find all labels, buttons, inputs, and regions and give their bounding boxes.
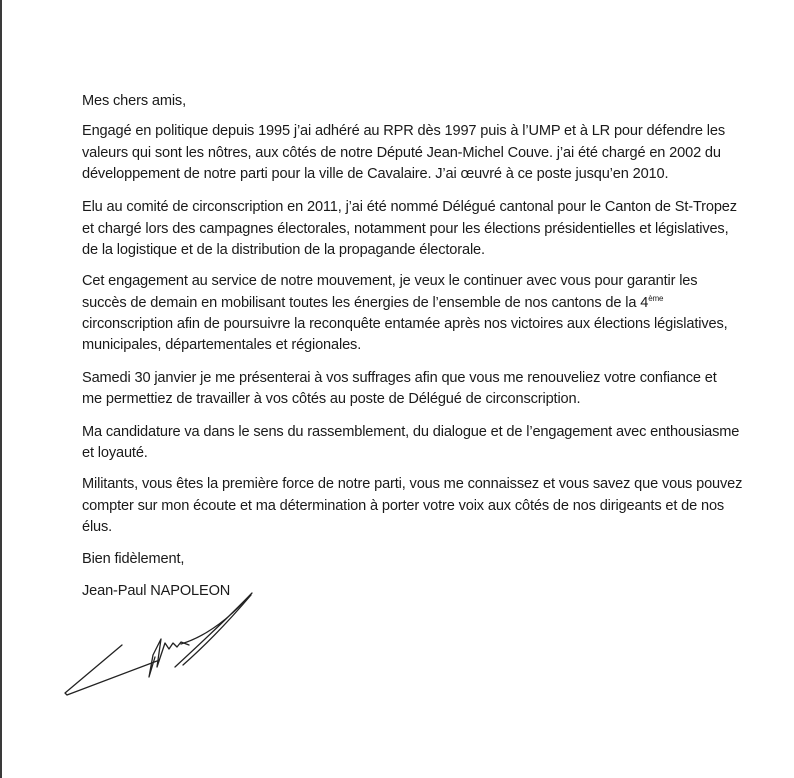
paragraph-line: Engagé en politique depuis 1995 j’ai adhéré au RPR dès 1997 puis à l’UMP et à LR pour défendre les — [82, 123, 726, 139]
greeting: Mes chers amis, — [82, 93, 186, 109]
paragraph-line: Elu au comité de circonscription en 2011, j’ai été nommé Délégué cantonal pour le Canton de St-Tropez — [82, 199, 737, 215]
ordinal-superscript: ème — [648, 294, 664, 304]
paragraph-line: circonscription afin de poursuivre la reconquête entamée après nos victoires aux élections législatives, — [82, 316, 728, 332]
handwritten-signature-icon — [57, 585, 267, 700]
paragraph-line: compter sur mon écoute et ma détermination à porter votre voix aux côtés de nos dirigeants et de nos — [82, 498, 725, 514]
paragraph-line: élus. — [82, 519, 113, 535]
paragraph-line — [82, 294, 663, 312]
paragraph-line: Cet engagement au service de notre mouvement, je veux le continuer avec vous pour garantir les — [82, 273, 698, 289]
paragraph-line: développement de notre parti pour la ville de Cavalaire. J’ai œuvré à ce poste jusqu’en 2010. — [82, 166, 669, 182]
signatory-name: Jean-Paul NAPOLEON — [82, 583, 231, 599]
paragraph-line: municipales, départementales et régionales. — [82, 337, 362, 353]
paragraph-line: Ma candidature va dans le sens du rassemblement, du dialogue et de l’engagement avec enthousiasme — [82, 424, 740, 440]
paragraph-line: et chargé lors des campagnes électorales, notamment pour les élections présidentielles et législatives, — [82, 221, 729, 237]
paragraph-line: et loyauté. — [82, 445, 148, 461]
paragraph-line-text: succès de demain en mobilisant toutes les énergies de l’ensemble de nos cantons de la 4 — [82, 295, 649, 311]
closing: Bien fidèlement, — [82, 551, 185, 567]
paragraph-line: me permettiez de travailler à vos côtés au poste de Délégué de circonscription. — [82, 391, 581, 407]
paragraph-line: Samedi 30 janvier je me présenterai à vos suffrages afin que vous me renouveliez votre confiance et — [82, 370, 717, 386]
paragraph-line: valeurs qui sont les nôtres, aux côtés de notre Député Jean-Michel Couve. j’ai été chargé en 2002 du — [82, 145, 721, 161]
paragraph-line: de la logistique et de la distribution de la propagande électorale. — [82, 242, 485, 258]
paragraph-line: Militants, vous êtes la première force de notre parti, vous me connaissez et vous savez que vous pouvez — [82, 476, 743, 492]
